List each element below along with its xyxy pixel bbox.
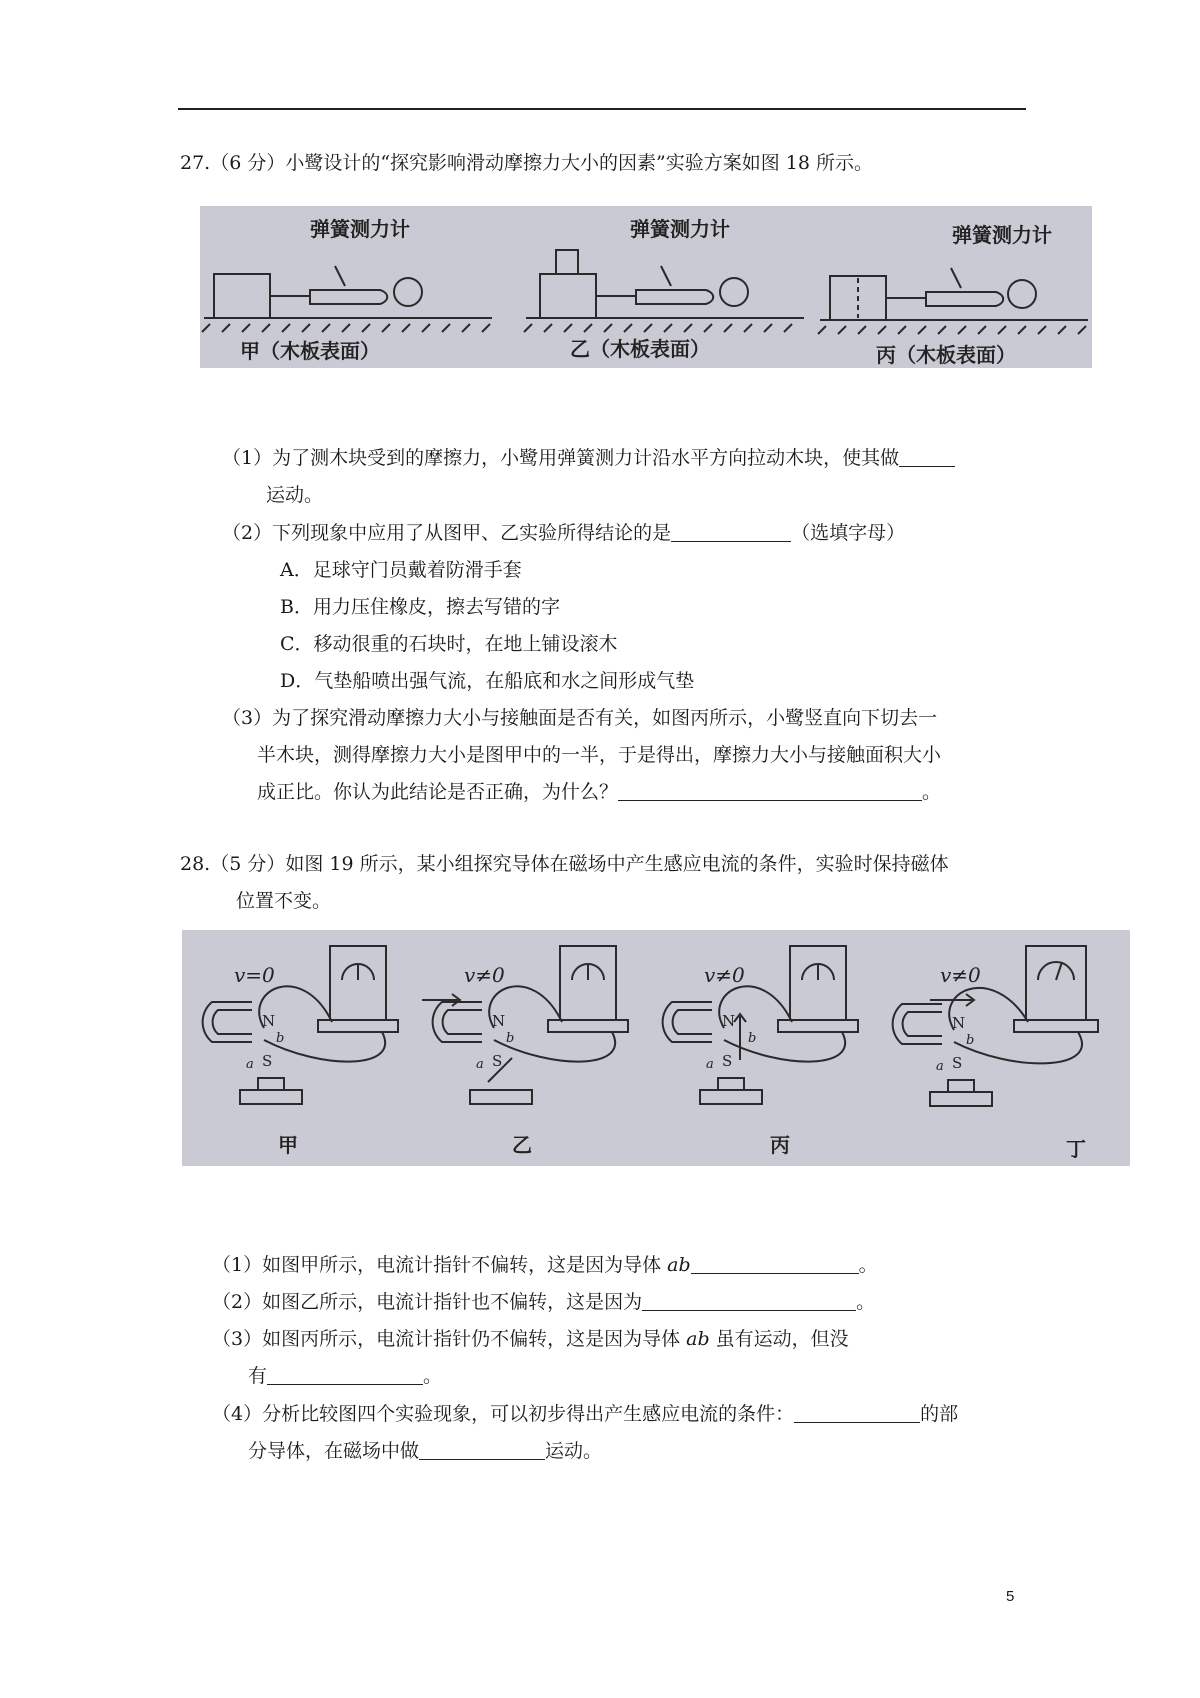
q28-p1-var: ab <box>667 1254 691 1276</box>
q27-stem: 27.（6 分）小鹭设计的“探究影响滑动摩擦力大小的因素”实验方案如图 18 所示。 <box>180 152 874 174</box>
pole-s-ding: S <box>952 1054 963 1072</box>
velocity-label-jia: v=0 <box>234 963 275 987</box>
q28-p4-line2-head: 分导体，在磁场中做 <box>248 1440 420 1462</box>
q27-p3-line3 <box>257 779 941 805</box>
point-b-yi: b <box>506 1031 515 1046</box>
q28-stem-line2: 位置不变。 <box>236 890 332 912</box>
q28-p4-blank1[interactable] <box>794 1402 920 1423</box>
pole-n-bing: N <box>722 1012 736 1030</box>
pole-n-ding: N <box>952 1014 966 1032</box>
q27-p3-line1: （3）为了探究滑动摩擦力大小与接触面是否有关，如图丙所示，小鹭竖直向下切去一 <box>222 707 938 729</box>
point-a-bing: a <box>706 1057 714 1072</box>
q28-p3-line1 <box>212 1326 849 1352</box>
q28-p4-blank2[interactable] <box>419 1439 545 1460</box>
q27-p3-tail: 。 <box>922 781 942 803</box>
point-a-jia: a <box>246 1057 254 1072</box>
pole-s-jia: S <box>262 1052 273 1070</box>
point-a-ding: a <box>936 1059 944 1074</box>
figure-18 <box>200 206 1092 368</box>
q28-p3-line2 <box>248 1363 442 1389</box>
caption-bing: 丙（木板表面） <box>876 343 1016 367</box>
page-number: 5 <box>1006 1588 1015 1605</box>
q28-p3-blank[interactable] <box>267 1364 423 1385</box>
point-b-ding: b <box>966 1033 975 1048</box>
q27-option-d: D．气垫船喷出强气流，在船底和水之间形成气垫 <box>280 670 695 692</box>
q27-option-b: B．用力压住橡皮，擦去写错的字 <box>280 596 560 618</box>
q28-p3-var: ab <box>686 1328 710 1350</box>
q28-p1-tail: 。 <box>858 1254 878 1276</box>
pole-n-yi: N <box>492 1012 506 1030</box>
q27-p1-text: （1）为了测木块受到的摩擦力，小鹭用弹簧测力计沿水平方向拉动木块，使其做 <box>222 447 900 469</box>
header-rule <box>178 108 1026 110</box>
caption-yi: 乙（木板表面） <box>570 337 710 361</box>
velocity-label-bing: v≠0 <box>704 963 745 987</box>
panel-caption-ding: 丁 <box>1066 1137 1086 1161</box>
meter-label-jia: 弹簧测力计 <box>310 217 410 241</box>
q28-p4-line2-tail: 运动。 <box>545 1440 603 1462</box>
q27-option-a: A．足球守门员戴着防滑手套 <box>280 559 522 581</box>
q28-stem-line1: 28.（5 分）如图 19 所示，某小组探究导体在磁场中产生感应电流的条件，实验时保持磁体 <box>180 853 949 875</box>
q28-p3-head: （3）如图丙所示，电流计指针仍不偏转，这是因为导体 <box>212 1328 687 1350</box>
q27-p2-tail: （选填字母） <box>791 522 906 544</box>
q27-p1-line2: 运动。 <box>266 484 324 506</box>
meter-label-bing: 弹簧测力计 <box>952 223 1052 247</box>
pole-s-yi: S <box>492 1052 503 1070</box>
q28-p2-line <box>212 1289 875 1315</box>
q28-p1-head: （1）如图甲所示，电流计指针不偏转，这是因为导体 <box>212 1254 668 1276</box>
figure-19 <box>182 930 1130 1166</box>
velocity-label-yi: v≠0 <box>464 963 505 987</box>
meter-label-yi: 弹簧测力计 <box>630 217 730 241</box>
q27-p2-blank[interactable] <box>671 521 791 542</box>
panel-caption-yi: 乙 <box>512 1133 532 1157</box>
q27-p3-head: 成正比。你认为此结论是否正确，为什么？ <box>257 781 619 803</box>
q27-p3-blank[interactable] <box>618 780 922 801</box>
q28-p1-blank[interactable] <box>691 1253 859 1274</box>
velocity-label-ding: v≠0 <box>940 963 981 987</box>
q28-p4-line2 <box>248 1438 602 1464</box>
q27-option-c: C．移动很重的石块时，在地上铺设滚木 <box>280 633 618 655</box>
q28-p4-tail: 的部 <box>920 1403 959 1425</box>
caption-jia: 甲（木板表面） <box>240 339 380 363</box>
q27-p3-line2: 半木块，测得摩擦力大小是图甲中的一半，于是得出，摩擦力大小与接触面积大小 <box>257 744 942 766</box>
panel-caption-bing: 丙 <box>770 1133 790 1157</box>
q27-p1-line1 <box>222 445 955 471</box>
q27-p1-blank[interactable] <box>899 446 955 467</box>
panel-caption-jia: 甲 <box>278 1133 298 1157</box>
q28-p3-line2-tail: 。 <box>423 1365 443 1387</box>
pole-n-jia: N <box>262 1012 276 1030</box>
q28-p4-line1 <box>212 1401 958 1427</box>
q27-p2-head: （2）下列现象中应用了从图甲、乙实验所得结论的是 <box>222 522 672 544</box>
q28-p3-tail: 虽有运动，但没 <box>709 1328 849 1350</box>
q28-p3-line2-head: 有 <box>248 1365 268 1387</box>
q28-p2-head: （2）如图乙所示，电流计指针也不偏转，这是因为 <box>212 1291 643 1313</box>
q28-p4-head: （4）分析比较图四个实验现象，可以初步得出产生感应电流的条件： <box>212 1403 795 1425</box>
q28-p2-tail: 。 <box>856 1291 876 1313</box>
point-a-yi: a <box>476 1057 484 1072</box>
q28-p1-line <box>212 1252 878 1278</box>
point-b-jia: b <box>276 1031 285 1046</box>
q28-p2-blank[interactable] <box>642 1290 856 1311</box>
pole-s-bing: S <box>722 1052 733 1070</box>
point-b-bing: b <box>748 1031 757 1046</box>
q27-p2-line <box>222 520 905 546</box>
